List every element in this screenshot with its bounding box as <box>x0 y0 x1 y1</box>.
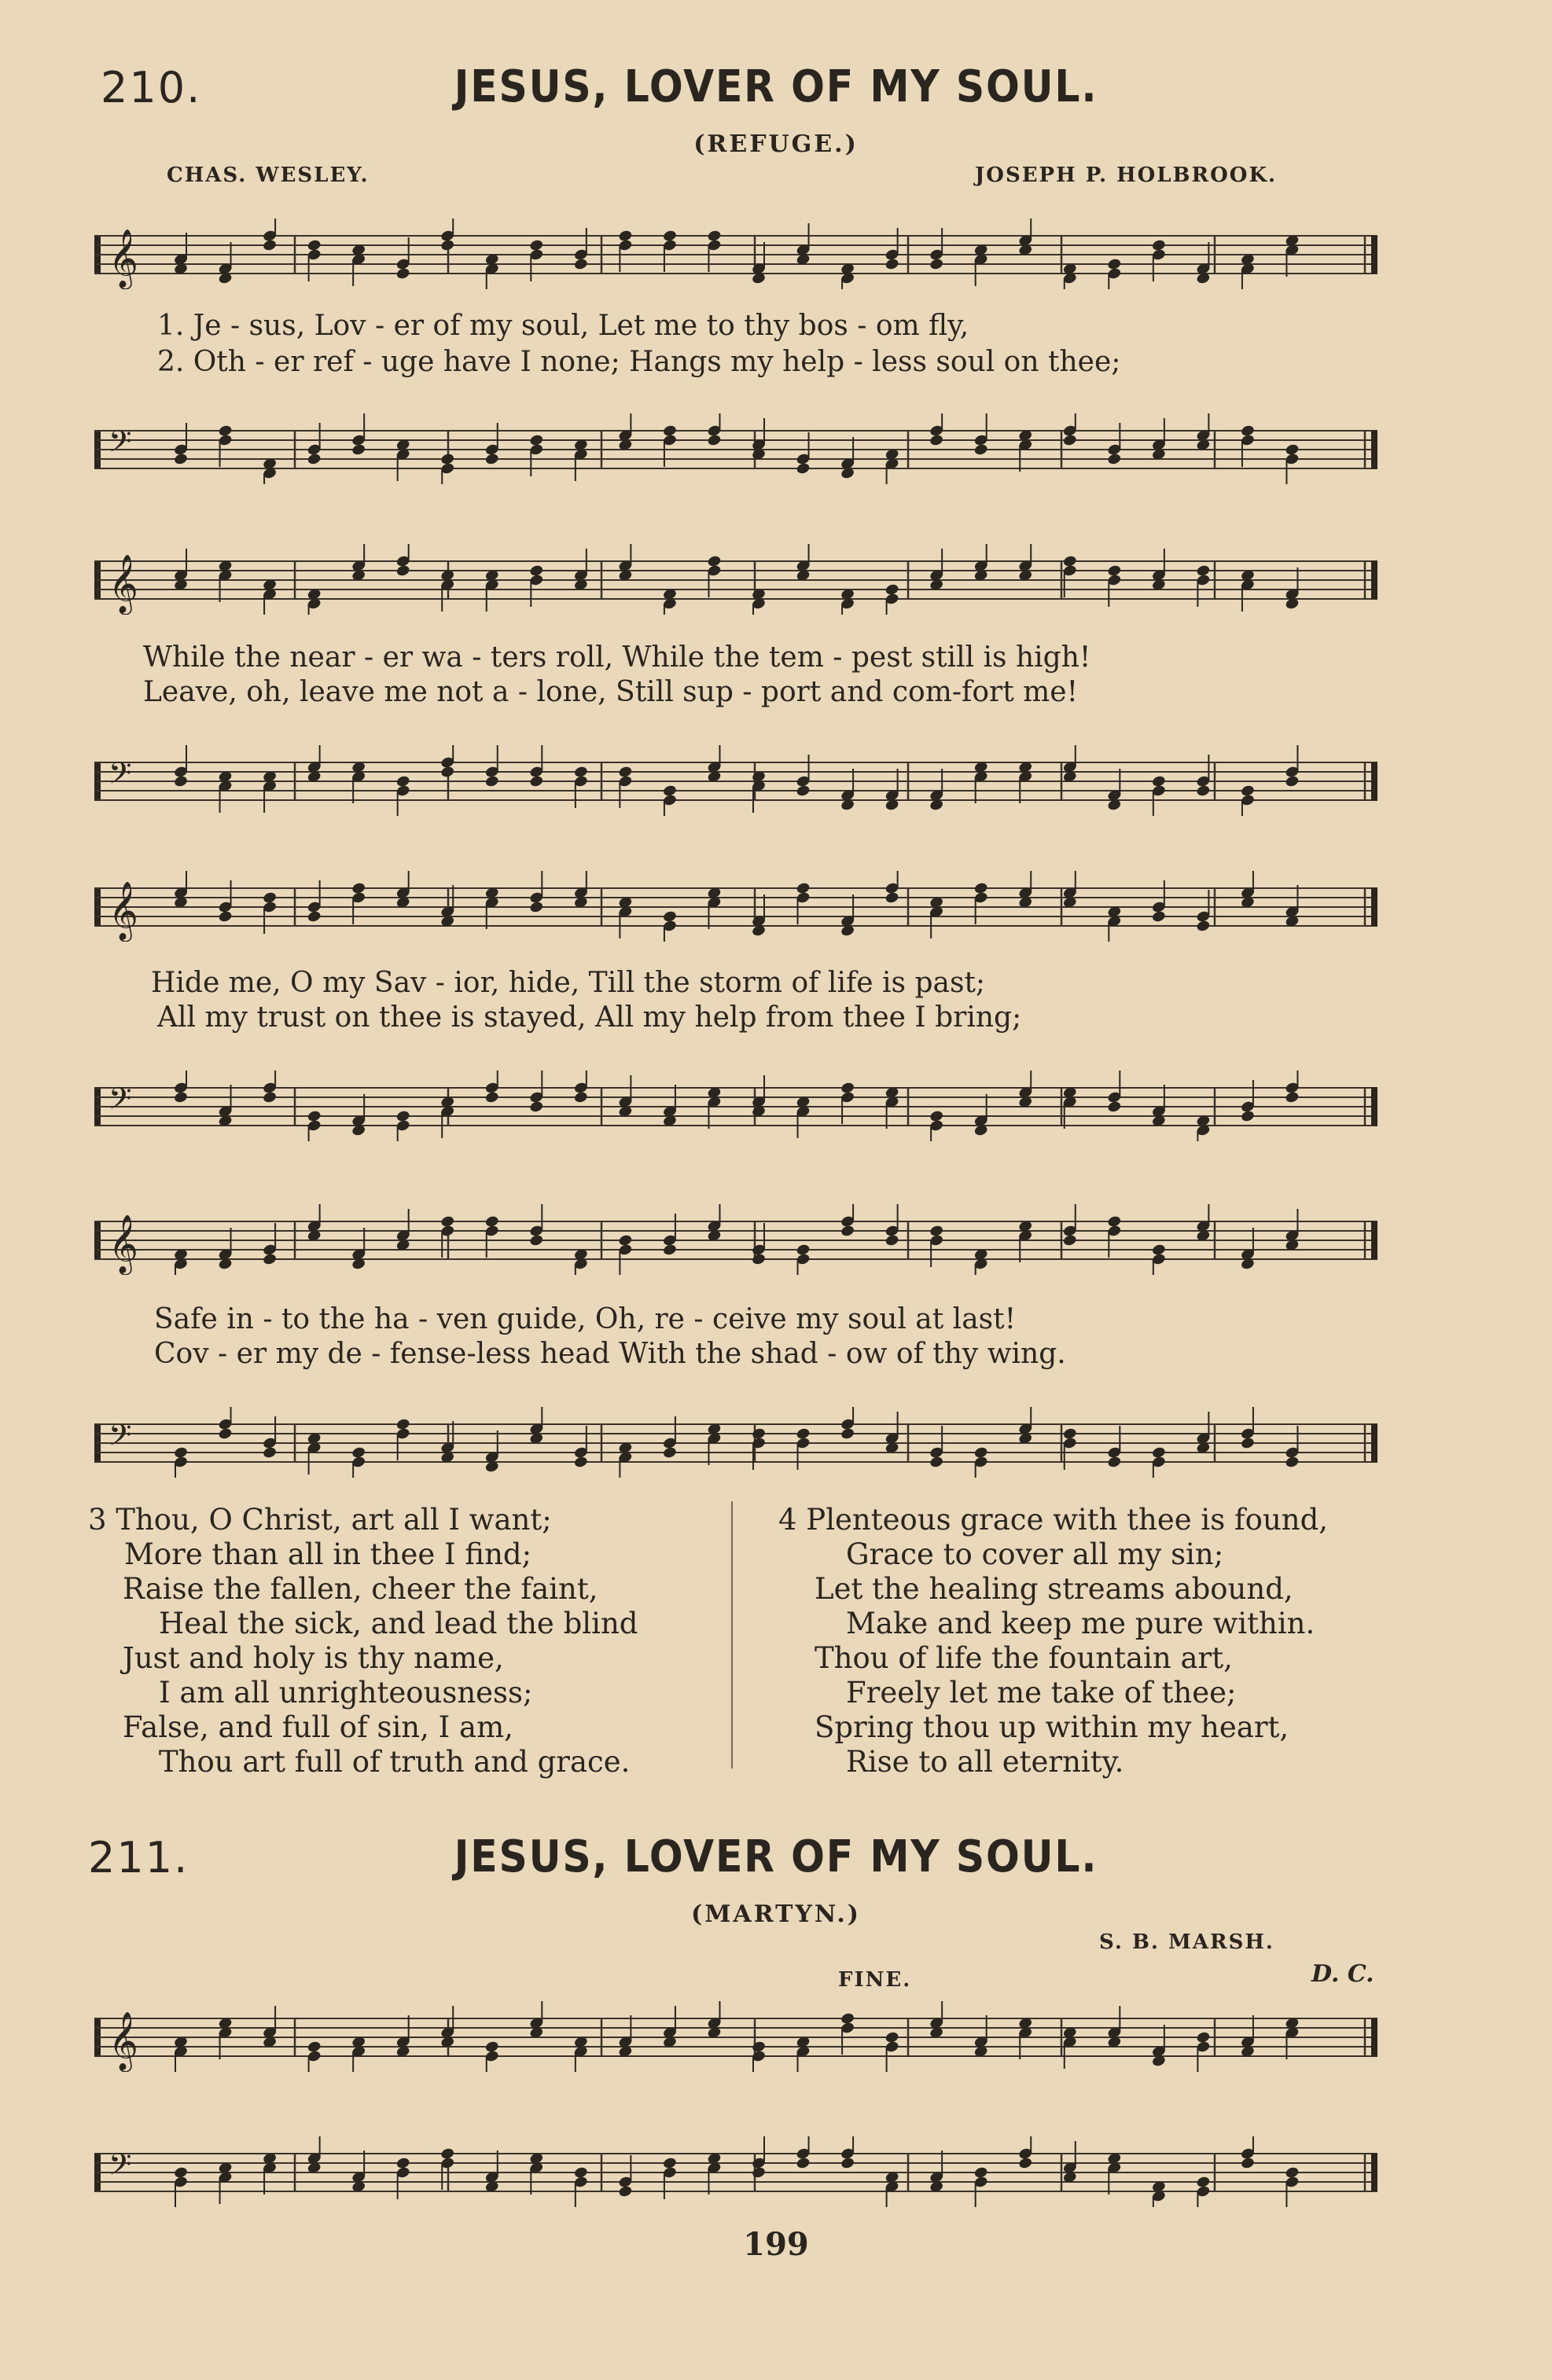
note-head <box>1107 1456 1122 1469</box>
note-head <box>1285 1091 1300 1104</box>
staff-lines <box>94 745 1384 816</box>
staff-lines <box>94 544 1384 615</box>
note-head <box>929 434 944 447</box>
note-head <box>1285 775 1300 788</box>
verse-line: Raise the fallen, cheer the faint, <box>123 1572 598 1606</box>
bass-clef: 𝄢 <box>108 2147 132 2189</box>
note-head <box>1240 2157 1255 2170</box>
note-head <box>395 267 410 281</box>
note-head <box>1240 1110 1255 1123</box>
staff-lines <box>94 2001 1384 2072</box>
lyric-line: 2. Oth - er ref - uge have I none; Hangs my help - less soul on thee; <box>157 346 1121 378</box>
treble-staff <box>94 1204 1384 1275</box>
final-barline <box>1371 2154 1377 2191</box>
treble-clef: 𝄞 <box>108 2012 138 2070</box>
note-head <box>263 1446 278 1460</box>
verse-line: Spring thou up within my heart, <box>815 1710 1289 1744</box>
verse-4 <box>778 1503 1328 1779</box>
verse-line: 4 Plenteous grace with thee is found, <box>778 1503 1329 1537</box>
staff-lines <box>94 413 1384 484</box>
note-head <box>440 766 455 779</box>
note-head <box>1240 1437 1255 1450</box>
note-head <box>484 453 499 466</box>
note-head <box>840 1225 855 1238</box>
final-barline <box>1371 2018 1377 2056</box>
lyric-line: Safe in - to the ha - ven guide, Oh, re - ceive my soul at last! <box>154 1303 1017 1335</box>
lyric-line: While the near - er wa - ters roll, While the tem - pest still is high! <box>143 641 1091 674</box>
bass-staff <box>94 1071 1384 1141</box>
note-head <box>263 1253 278 1266</box>
note-head <box>529 775 544 788</box>
tune-name: (MARTYN.) <box>691 1901 861 1928</box>
hymn-number: 211. <box>88 1833 189 1882</box>
final-barline <box>1371 1424 1377 1462</box>
treble-staff <box>94 2001 1384 2072</box>
staff-lines <box>94 1407 1384 1478</box>
treble-staff <box>94 219 1384 289</box>
final-barline <box>1371 236 1377 274</box>
note-head <box>573 258 588 271</box>
note-head <box>307 453 322 466</box>
tune-name: (REFUGE.) <box>693 130 859 158</box>
treble-clef: 𝄞 <box>108 230 138 288</box>
final-barline <box>1371 561 1377 599</box>
note-head <box>351 443 366 457</box>
bass-clef: 𝄢 <box>108 424 132 466</box>
fine-marking: FINE. <box>838 1968 912 1992</box>
bass-staff <box>94 2136 1384 2207</box>
bass-clef: 𝄢 <box>108 1417 132 1460</box>
note-head <box>751 1253 766 1266</box>
lyric-line: Hide me, O my Sav - ior, hide, Till the storm of life is past; <box>151 967 986 999</box>
verse-line: I am all unrighteousness; <box>159 1676 533 1710</box>
staff-lines <box>94 2136 1384 2207</box>
verse-line: Make and keep me pure within. <box>846 1607 1315 1640</box>
hymn-title: JESUS, LOVER OF MY SOUL. <box>454 61 1098 112</box>
note-head <box>796 2157 811 2170</box>
lyric-line: 1. Je - sus, Lov - er of my soul, Let me to thy bos - om fly, <box>157 310 969 342</box>
note-head <box>484 775 499 788</box>
lyric-line: Cov - er my de - fense-less head With the shad - ow of thy wing. <box>154 1338 1066 1370</box>
verse-line: 3 Thou, O Christ, art all I want; <box>88 1503 552 1537</box>
verse-line: Just and holy is thy name, <box>123 1641 504 1675</box>
note-head <box>707 434 722 447</box>
bass-clef: 𝄢 <box>108 1081 132 1123</box>
final-barline <box>1371 762 1377 800</box>
composer-credit: S. B. MARSH. <box>1099 1930 1274 1954</box>
note-head <box>173 1091 188 1104</box>
note-head <box>1018 2157 1033 2170</box>
note-head <box>618 2185 633 2198</box>
note-head <box>529 901 544 914</box>
column-divider <box>731 1501 733 1768</box>
verse-line: Freely let me take of thee; <box>846 1676 1237 1710</box>
note-head <box>1196 920 1211 933</box>
treble-staff <box>94 871 1384 942</box>
verse-line: More than all in thee I find; <box>124 1537 532 1571</box>
note-head <box>662 1243 677 1257</box>
final-barline <box>1371 1088 1377 1126</box>
note-head <box>1196 784 1211 798</box>
note-head <box>662 1446 677 1460</box>
verse-line: Heal the sick, and lead the blind <box>159 1607 638 1640</box>
lyric-line: All my trust on thee is stayed, All my help from thee I bring; <box>157 1001 1022 1034</box>
note-head <box>218 1427 233 1441</box>
treble-clef: 𝄞 <box>108 555 138 613</box>
final-barline <box>1371 1221 1377 1259</box>
treble-clef: 𝄞 <box>108 882 138 940</box>
note-head <box>484 1091 499 1104</box>
staff-lines <box>94 1204 1384 1275</box>
note-head <box>573 1091 588 1104</box>
bass-staff <box>94 413 1384 484</box>
bass-clef: 𝄢 <box>108 755 132 798</box>
verse-line: False, and full of sin, I am, <box>123 1710 513 1744</box>
note-head <box>218 910 233 924</box>
note-head <box>840 1427 855 1441</box>
note-head <box>1062 1234 1077 1247</box>
note-head <box>884 891 899 905</box>
note-head <box>796 462 811 476</box>
note-head <box>173 453 188 466</box>
treble-clef: 𝄞 <box>108 1215 138 1273</box>
author-credit: CHAS. WESLEY. <box>167 163 370 187</box>
final-barline <box>1371 888 1377 926</box>
note-head <box>1107 1100 1122 1114</box>
verse-line: Let the healing streams abound, <box>815 1572 1293 1606</box>
composer-credit: JOSEPH P. HOLBROOK. <box>975 163 1278 187</box>
note-head <box>1151 910 1166 924</box>
note-head <box>929 1456 944 1469</box>
note-head <box>1285 1456 1300 1469</box>
note-head <box>173 775 188 788</box>
note-head <box>973 443 988 457</box>
note-head <box>840 2157 855 2170</box>
note-head <box>1107 453 1122 466</box>
note-head <box>884 1234 899 1247</box>
note-head <box>263 239 278 252</box>
staff-lines <box>94 871 1384 942</box>
staff-lines <box>94 219 1384 289</box>
note-head <box>263 1091 278 1104</box>
note-head <box>796 784 811 798</box>
staff-lines <box>94 1071 1384 1141</box>
verse-line: Thou of life the fountain art, <box>815 1641 1233 1675</box>
note-head <box>529 1234 544 1247</box>
note-head <box>307 910 322 924</box>
bass-staff <box>94 1407 1384 1478</box>
verse-line: Thou art full of truth and grace. <box>159 1745 631 1779</box>
note-head <box>440 239 455 252</box>
note-head <box>884 258 899 271</box>
dc-marking: D. C. <box>1311 1960 1374 1988</box>
lyric-line: Leave, oh, leave me not a - lone, Still sup - port and com-fort me! <box>143 676 1079 708</box>
bass-staff <box>94 745 1384 816</box>
note-head <box>395 564 410 578</box>
final-barline <box>1371 431 1377 468</box>
verse-line: Grace to cover all my sin; <box>846 1537 1224 1571</box>
note-head <box>929 258 944 271</box>
verse-line: Rise to all eternity. <box>846 1745 1124 1779</box>
hymn-title: JESUS, LOVER OF MY SOUL. <box>454 1831 1098 1882</box>
note-head <box>751 2166 766 2180</box>
verse-3 <box>88 1503 638 1779</box>
note-head <box>1062 434 1077 447</box>
note-head <box>529 1100 544 1114</box>
page-number: 199 <box>743 2226 809 2263</box>
hymn-number: 210. <box>101 63 202 112</box>
treble-staff <box>94 544 1384 615</box>
note-head <box>573 1456 588 1469</box>
